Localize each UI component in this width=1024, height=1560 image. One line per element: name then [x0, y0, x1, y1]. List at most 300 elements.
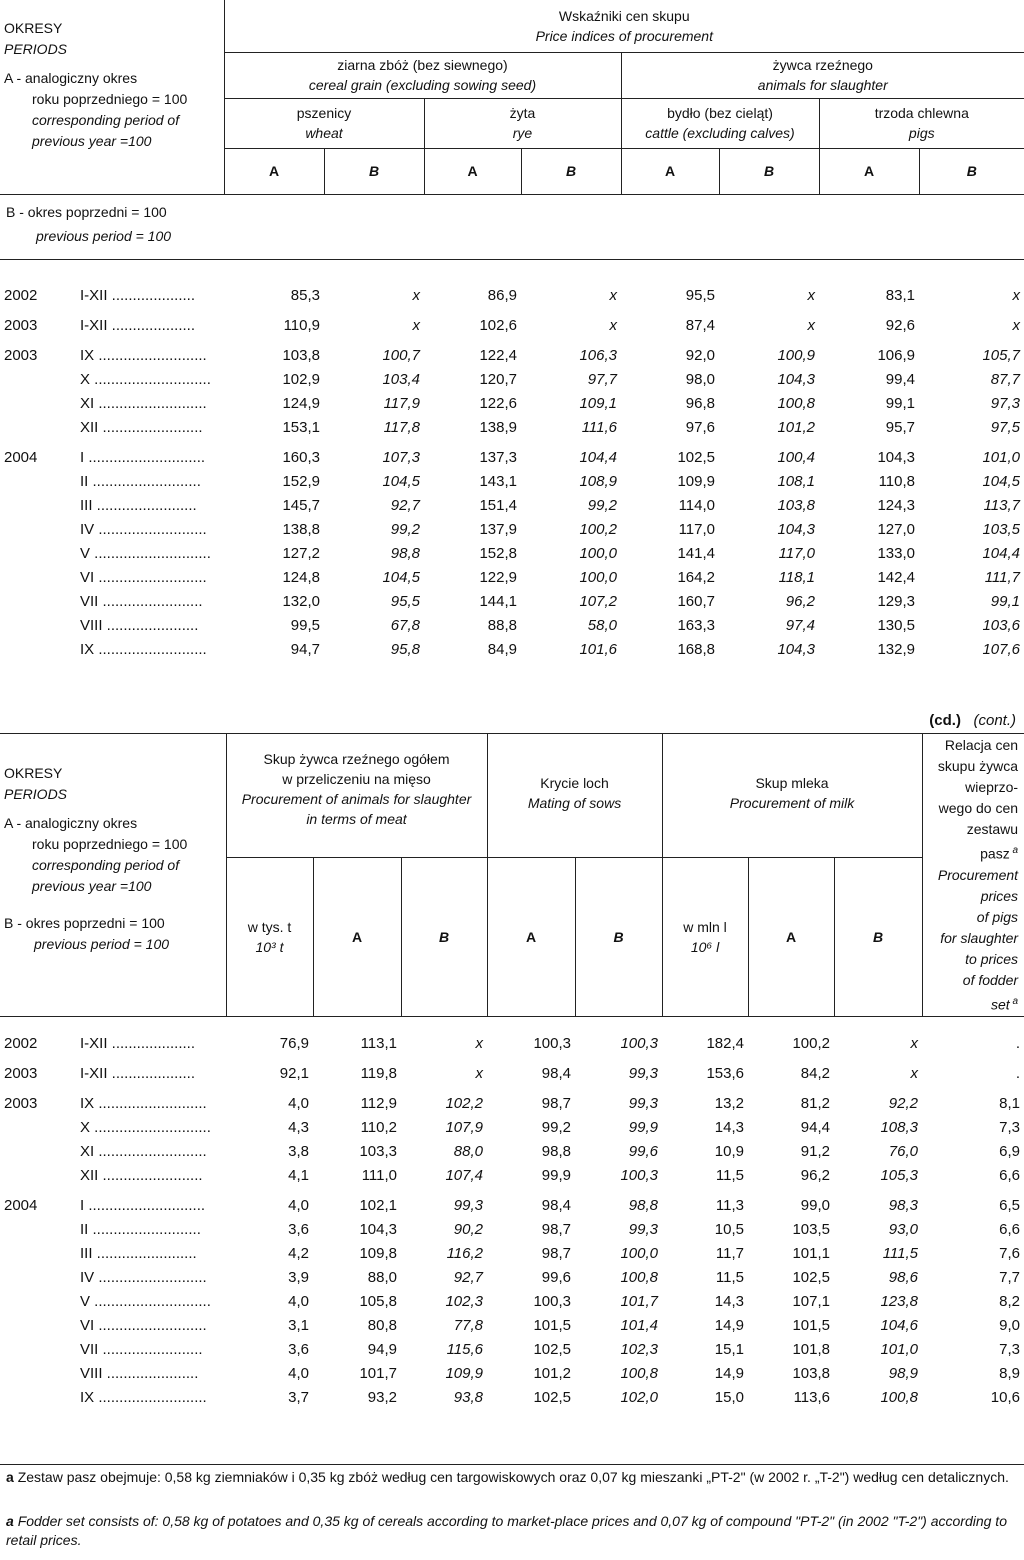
table-cell: 99,1 — [990, 593, 1020, 610]
table-row — [0, 1360, 1024, 1384]
table-row — [0, 1288, 1024, 1312]
table-cell: 138,8 — [282, 521, 320, 538]
row-month: IX .......................... — [80, 641, 207, 658]
row-period — [0, 282, 224, 306]
table-cell: x — [910, 1065, 918, 1082]
table-cell: 95,7 — [885, 419, 915, 436]
table-row — [0, 1114, 1024, 1138]
table-cell: 100,3 — [533, 1293, 571, 1310]
table-cell: 99,1 — [885, 395, 915, 412]
table-cell: 11,7 — [715, 1245, 744, 1262]
table-cell: 10,9 — [714, 1143, 744, 1160]
table-cell: 83,1 — [885, 287, 915, 304]
table-cell: 8,2 — [999, 1293, 1020, 1310]
table-cell: 4,2 — [288, 1245, 309, 1262]
table-cell: 103,3 — [359, 1143, 397, 1160]
table-row — [0, 366, 1024, 390]
table-cell: x — [475, 1065, 483, 1082]
table-cell: 112,9 — [360, 1095, 397, 1112]
table-cell: 99,3 — [628, 1221, 658, 1238]
table-cell: 104,4 — [982, 545, 1020, 562]
table-cell: 9,0 — [999, 1317, 1020, 1334]
row-month: VII ........................ — [80, 1341, 203, 1358]
row-month: III ........................ — [80, 497, 197, 514]
table-cell: 98,6 — [888, 1269, 918, 1286]
table-cell: 99,4 — [885, 371, 915, 388]
table-cell: 3,9 — [288, 1269, 309, 1286]
table-cell: 100,3 — [620, 1167, 658, 1184]
table-cell: 113,7 — [983, 497, 1020, 514]
table1-header — [0, 0, 1024, 195]
row-year: 2003 — [4, 1065, 38, 1082]
table-cell: 100,2 — [579, 521, 617, 538]
table-cell: 145,7 — [282, 497, 320, 514]
stub-okresy: OKRESY — [4, 20, 63, 36]
row-month: IV .......................... — [80, 1269, 207, 1286]
footnote-marker: a — [1009, 845, 1019, 856]
row-period — [0, 1288, 226, 1312]
table-cell: 10,6 — [990, 1389, 1020, 1406]
table-cell: 87,7 — [990, 371, 1020, 388]
col-b: B — [575, 857, 662, 1016]
table-cell: 67,8 — [390, 617, 420, 634]
ratio-en-line: to prices — [965, 950, 1019, 967]
table-cell: 97,7 — [587, 371, 617, 388]
table-cell: 137,9 — [479, 521, 517, 538]
table-cell: 80,8 — [367, 1317, 397, 1334]
table-cell: 97,3 — [990, 395, 1020, 412]
table-cell: 14,3 — [714, 1119, 744, 1136]
header-meat: Skup żywca rzeźnego ogółem w przeliczeniu na mięso Procurement of animals for slaughter in terms of meat — [226, 733, 487, 857]
table-cell: 3,7 — [288, 1389, 309, 1406]
table-cell: 92,7 — [390, 497, 420, 514]
col-b: B — [719, 148, 819, 194]
table-cell: 4,0 — [288, 1197, 309, 1214]
table-cell: 102,0 — [620, 1389, 658, 1406]
ratio-pl-line: wego do cen — [938, 800, 1019, 816]
table-cell: 104,5 — [982, 473, 1020, 490]
row-month: I ............................ — [80, 449, 206, 466]
table-cell: 98,0 — [685, 371, 715, 388]
row-period — [0, 366, 224, 390]
table-cell: 111,0 — [361, 1167, 397, 1184]
row-month: I-XII .................... — [80, 287, 196, 304]
table-cell: x — [609, 317, 617, 334]
continued-label: (cd.) (cont.) — [929, 712, 1016, 729]
table-row — [0, 1084, 1024, 1114]
col-b: B — [919, 148, 1024, 194]
row-period — [0, 1054, 226, 1084]
table-cell: 106,3 — [579, 347, 617, 364]
table-cell: 102,5 — [533, 1389, 571, 1406]
table-cell: 100,8 — [777, 395, 815, 412]
table-cell: 104,4 — [579, 449, 617, 466]
stub-a-en2: previous year =100 — [32, 133, 152, 149]
table-cell: 97,4 — [785, 617, 815, 634]
table-cell: 92,6 — [885, 317, 915, 334]
table-cell: 93,8 — [453, 1389, 483, 1406]
table-cell: 108,3 — [880, 1119, 918, 1136]
table-cell: x — [609, 287, 617, 304]
table-cell: 104,6 — [880, 1317, 918, 1334]
ratio-en-line: of pigs — [976, 908, 1019, 925]
table-cell: 76,0 — [888, 1143, 918, 1160]
table-cell: 119,8 — [360, 1065, 397, 1082]
table-cell: 92,0 — [685, 347, 715, 364]
row-month: VII ........................ — [80, 593, 203, 610]
table-cell: 100,8 — [620, 1365, 658, 1382]
table-cell: x — [807, 287, 815, 304]
table-cell: 8,1 — [999, 1095, 1020, 1112]
table-cell: 98,9 — [888, 1365, 918, 1382]
table-row — [0, 612, 1024, 636]
table-cell: 110,9 — [283, 317, 320, 334]
table-cell: 6,5 — [999, 1197, 1020, 1214]
table2-top-rule — [0, 733, 1024, 734]
table-cell: 100,0 — [579, 545, 617, 562]
table-cell: 120,7 — [479, 371, 517, 388]
table-cell: 15,1 — [714, 1341, 744, 1358]
col-b: B — [521, 148, 621, 194]
table-cell: 106,9 — [877, 347, 915, 364]
table-cell: 102,9 — [282, 371, 320, 388]
row-month: IV .......................... — [80, 521, 207, 538]
table-cell: 93,2 — [367, 1389, 397, 1406]
table-cell: 13,2 — [714, 1095, 744, 1112]
table-cell: 103,5 — [982, 521, 1020, 538]
table-row — [0, 282, 1024, 306]
table-cell: 91,2 — [800, 1143, 830, 1160]
table-cell: 98,8 — [541, 1143, 571, 1160]
table-cell: x — [807, 317, 815, 334]
table-cell: 118,1 — [778, 569, 815, 586]
table-cell: 96,8 — [685, 395, 715, 412]
table-cell: 99,9 — [628, 1119, 658, 1136]
table-cell: 92,2 — [888, 1095, 918, 1112]
table-cell: 110,2 — [360, 1119, 397, 1136]
table-cell: 99,3 — [453, 1197, 483, 1214]
col-mln-l: w mln l 10⁶ l — [662, 857, 748, 1016]
table-cell: 3,6 — [288, 1221, 309, 1238]
table-cell: 88,0 — [453, 1143, 483, 1160]
table-cell: 105,3 — [880, 1167, 918, 1184]
header-cattle: bydło (bez cieląt) cattle (excluding calves) — [621, 98, 819, 148]
row-period — [0, 414, 224, 438]
table-cell: 104,3 — [877, 449, 915, 466]
table-cell: 7,7 — [999, 1269, 1020, 1286]
row-period — [0, 1384, 226, 1408]
row-month: I-XII .................... — [80, 317, 196, 334]
stub-b-legend: B - okres poprzedni = 100 previous period = 100 — [6, 204, 172, 244]
table-cell: x — [1012, 287, 1020, 304]
row-month: XI .......................... — [80, 1143, 207, 1160]
row-month: X ............................ — [80, 1119, 211, 1136]
table-row — [0, 390, 1024, 414]
table-cell: 110,8 — [878, 473, 915, 490]
table-cell: 111,6 — [581, 419, 617, 436]
table-row — [0, 1030, 1024, 1054]
table-cell: 124,9 — [282, 395, 320, 412]
table-cell: 104,5 — [382, 569, 420, 586]
ratio-pl-line: pasz $^a$ — [980, 845, 1019, 862]
table-cell: 84,9 — [487, 641, 517, 658]
table-cell: 11,5 — [715, 1269, 744, 1286]
row-period — [0, 612, 224, 636]
table-cell: 98,4 — [541, 1197, 571, 1214]
table-cell: 123,8 — [880, 1293, 918, 1310]
row-month: VI .......................... — [80, 569, 207, 586]
table-cell: 98,3 — [888, 1197, 918, 1214]
table2-stub: OKRESY PERIODS A - analogiczny okres roku poprzedniego = 100 corresponding period of previous year =100 B - okres poprzedni = 100 previous period = 100 — [0, 733, 226, 1016]
table-cell: 98,7 — [541, 1095, 571, 1112]
table2-body — [0, 1030, 1024, 1408]
table1-stub — [0, 0, 224, 194]
table-cell: 102,5 — [533, 1341, 571, 1358]
table-cell: 6,6 — [999, 1221, 1020, 1238]
row-period — [0, 468, 224, 492]
table-cell: 142,4 — [877, 569, 915, 586]
row-month: IX .......................... — [80, 1095, 207, 1112]
ratio-en-line: prices — [980, 887, 1019, 904]
table-cell: 81,2 — [800, 1095, 830, 1112]
table-cell: 100,4 — [777, 449, 815, 466]
row-month: I-XII .................... — [80, 1035, 196, 1052]
table-cell: 100,8 — [880, 1389, 918, 1406]
row-period — [0, 1162, 226, 1186]
table-cell: 153,6 — [706, 1065, 744, 1082]
table-cell: x — [1012, 317, 1020, 334]
table-cell: 84,2 — [800, 1065, 830, 1082]
row-month: III ........................ — [80, 1245, 197, 1262]
table-cell: 105,7 — [982, 347, 1020, 364]
col-b: B — [324, 148, 424, 194]
table-row — [0, 588, 1024, 612]
ratio-en-line: Procurement — [937, 866, 1019, 883]
table-cell: 107,3 — [382, 449, 420, 466]
table-cell: 77,8 — [453, 1317, 483, 1334]
ratio-en-line: of fodder — [962, 971, 1019, 988]
table-row — [0, 564, 1024, 588]
table-cell: 101,6 — [579, 641, 617, 658]
table-cell: 4,1 — [288, 1167, 309, 1184]
col-a: A — [424, 148, 521, 194]
table-cell: 76,9 — [279, 1035, 309, 1052]
table-cell: 104,3 — [777, 371, 815, 388]
row-year: 2004 — [4, 449, 38, 466]
table-cell: 96,2 — [785, 593, 815, 610]
table-cell: 122,6 — [479, 395, 517, 412]
table-row — [0, 1186, 1024, 1216]
table-cell: 107,4 — [445, 1167, 483, 1184]
ratio-pl — [927, 735, 1019, 865]
table-cell: 96,2 — [800, 1167, 830, 1184]
table-cell: 98,7 — [541, 1245, 571, 1262]
table-cell: 103,6 — [982, 617, 1020, 634]
table-cell: 94,7 — [290, 641, 320, 658]
table-cell: 100,8 — [620, 1269, 658, 1286]
table-cell: 160,7 — [677, 593, 715, 610]
table-cell: 97,5 — [990, 419, 1020, 436]
table-cell: 88,0 — [367, 1269, 397, 1286]
table-cell: 99,9 — [541, 1167, 571, 1184]
row-month: V ............................ — [80, 545, 211, 562]
table-cell: 111,7 — [984, 569, 1020, 586]
stub-a-pl2: roku poprzedniego = 100 — [32, 91, 188, 107]
table-cell: 98,7 — [541, 1221, 571, 1238]
col-a: A — [224, 148, 324, 194]
row-period — [0, 1336, 226, 1360]
col-b: B — [834, 857, 922, 1016]
header-price-indices: Wskaźniki cen skupu Price indices of procurement — [224, 0, 1024, 52]
table-cell: 7,3 — [999, 1119, 1020, 1136]
table-row — [0, 1216, 1024, 1240]
table-cell: 107,2 — [579, 593, 617, 610]
header-wheat: pszenicy wheat — [224, 98, 424, 148]
table-row — [0, 1312, 1024, 1336]
table-cell: 95,5 — [390, 593, 420, 610]
table-cell: 98,8 — [390, 545, 420, 562]
table-cell: 104,3 — [777, 641, 815, 658]
table-cell: 109,1 — [579, 395, 617, 412]
table-cell: x — [412, 317, 420, 334]
table-cell: 104,5 — [382, 473, 420, 490]
footnote-marker: a — [1009, 995, 1019, 1007]
table-cell: 100,2 — [792, 1035, 830, 1052]
col-a: A — [748, 857, 834, 1016]
table-cell: 99,5 — [290, 617, 320, 634]
table-cell: 129,3 — [877, 593, 915, 610]
table-cell: 152,9 — [282, 473, 320, 490]
header-rye: żyta rye — [424, 98, 621, 148]
table-cell: 182,4 — [706, 1035, 744, 1052]
table-cell: 107,1 — [792, 1293, 830, 1310]
table-cell: 93,0 — [888, 1221, 918, 1238]
row-month: XII ........................ — [80, 1167, 203, 1184]
row-period — [0, 306, 224, 336]
table-cell: 103,8 — [777, 497, 815, 514]
table-cell: 127,2 — [282, 545, 320, 562]
col-a: A — [313, 857, 401, 1016]
table-cell: 164,2 — [677, 569, 715, 586]
header-ratio — [922, 733, 1024, 1016]
header-animals: żywca rzeźnego animals for slaughter — [621, 52, 1024, 98]
table-cell: 100,3 — [533, 1035, 571, 1052]
table-cell: 94,4 — [800, 1119, 830, 1136]
table-cell: 4,0 — [288, 1365, 309, 1382]
row-month: I-XII .................... — [80, 1065, 196, 1082]
table-cell: 97,6 — [685, 419, 715, 436]
table-cell: 117,8 — [383, 419, 420, 436]
table-row — [0, 414, 1024, 438]
row-period — [0, 588, 224, 612]
table-cell: 14,3 — [714, 1293, 744, 1310]
row-year: 2003 — [4, 317, 38, 334]
table1-body — [0, 282, 1024, 660]
table-cell: 103,8 — [792, 1365, 830, 1382]
table-row — [0, 306, 1024, 336]
table-cell: 3,8 — [288, 1143, 309, 1160]
ratio-pl-line: Relacja cen — [944, 737, 1019, 753]
row-period — [0, 1240, 226, 1264]
table-cell: 144,1 — [479, 593, 517, 610]
row-period — [0, 390, 224, 414]
ratio-en — [927, 865, 1019, 1016]
stub-a-en: corresponding period of — [32, 112, 180, 128]
table2-bottom-rule — [0, 1464, 1024, 1465]
table-cell: 7,3 — [999, 1341, 1020, 1358]
table-cell: 102,2 — [445, 1095, 483, 1112]
table-cell: 3,1 — [288, 1317, 309, 1334]
table-cell: 85,3 — [290, 287, 320, 304]
table-cell: 7,6 — [999, 1245, 1020, 1262]
table-cell: 124,3 — [877, 497, 915, 514]
table-cell: 100,9 — [777, 347, 815, 364]
table-cell: 101,5 — [792, 1317, 830, 1334]
table-cell: 114,0 — [678, 497, 715, 514]
table-cell: 101,4 — [620, 1317, 658, 1334]
row-period — [0, 1186, 226, 1216]
table-cell: 10,5 — [714, 1221, 744, 1238]
table-cell: 95,8 — [390, 641, 420, 658]
table-cell: 101,5 — [533, 1317, 571, 1334]
table-cell: 14,9 — [714, 1317, 744, 1334]
row-month: II .......................... — [80, 1221, 201, 1238]
table-cell: 160,3 — [282, 449, 320, 466]
table-cell: 137,3 — [479, 449, 517, 466]
table-cell: 99,3 — [628, 1065, 658, 1082]
col-b: B — [401, 857, 487, 1016]
table-cell: 109,9 — [445, 1365, 483, 1382]
table2-header — [0, 733, 1024, 1017]
table-cell: 3,6 — [288, 1341, 309, 1358]
table-row — [0, 1384, 1024, 1408]
row-month: IX .......................... — [80, 1389, 207, 1406]
row-period — [0, 438, 224, 468]
ratio-en-line: for slaughter — [940, 929, 1019, 946]
header-pigs: trzoda chlewna pigs — [819, 98, 1024, 148]
table-row — [0, 492, 1024, 516]
table-cell: 113,6 — [793, 1389, 830, 1406]
table-cell: 100,7 — [382, 347, 420, 364]
row-month: XI .......................... — [80, 395, 207, 412]
row-period — [0, 336, 224, 366]
table-cell: 105,8 — [359, 1293, 397, 1310]
table-cell: 87,4 — [685, 317, 715, 334]
stub-periods: PERIODS — [4, 41, 68, 57]
table-cell: 101,7 — [359, 1365, 397, 1382]
table-cell: 102,6 — [479, 317, 517, 334]
table-row — [0, 438, 1024, 468]
table-cell: 124,8 — [282, 569, 320, 586]
table-cell: 100,3 — [620, 1035, 658, 1052]
table-cell: 95,5 — [685, 287, 715, 304]
row-year: 2003 — [4, 1095, 38, 1112]
table-row — [0, 1162, 1024, 1186]
col-thous-t: w tys. t 10³ t — [226, 857, 313, 1016]
col-a: A — [819, 148, 919, 194]
table-cell: 86,9 — [487, 287, 517, 304]
table-cell: 101,0 — [880, 1341, 918, 1358]
row-month: VIII ...................... — [80, 617, 199, 634]
row-period — [0, 1030, 226, 1054]
table-row — [0, 1054, 1024, 1084]
header-grain: ziarna zbóż (bez siewnego) cereal grain (excluding sowing seed) — [224, 52, 621, 98]
table-row — [0, 1264, 1024, 1288]
table-cell: . — [1015, 1035, 1020, 1052]
table-cell: 101,0 — [982, 449, 1020, 466]
table-cell: 122,4 — [479, 347, 517, 364]
table-cell: 151,4 — [479, 497, 517, 514]
